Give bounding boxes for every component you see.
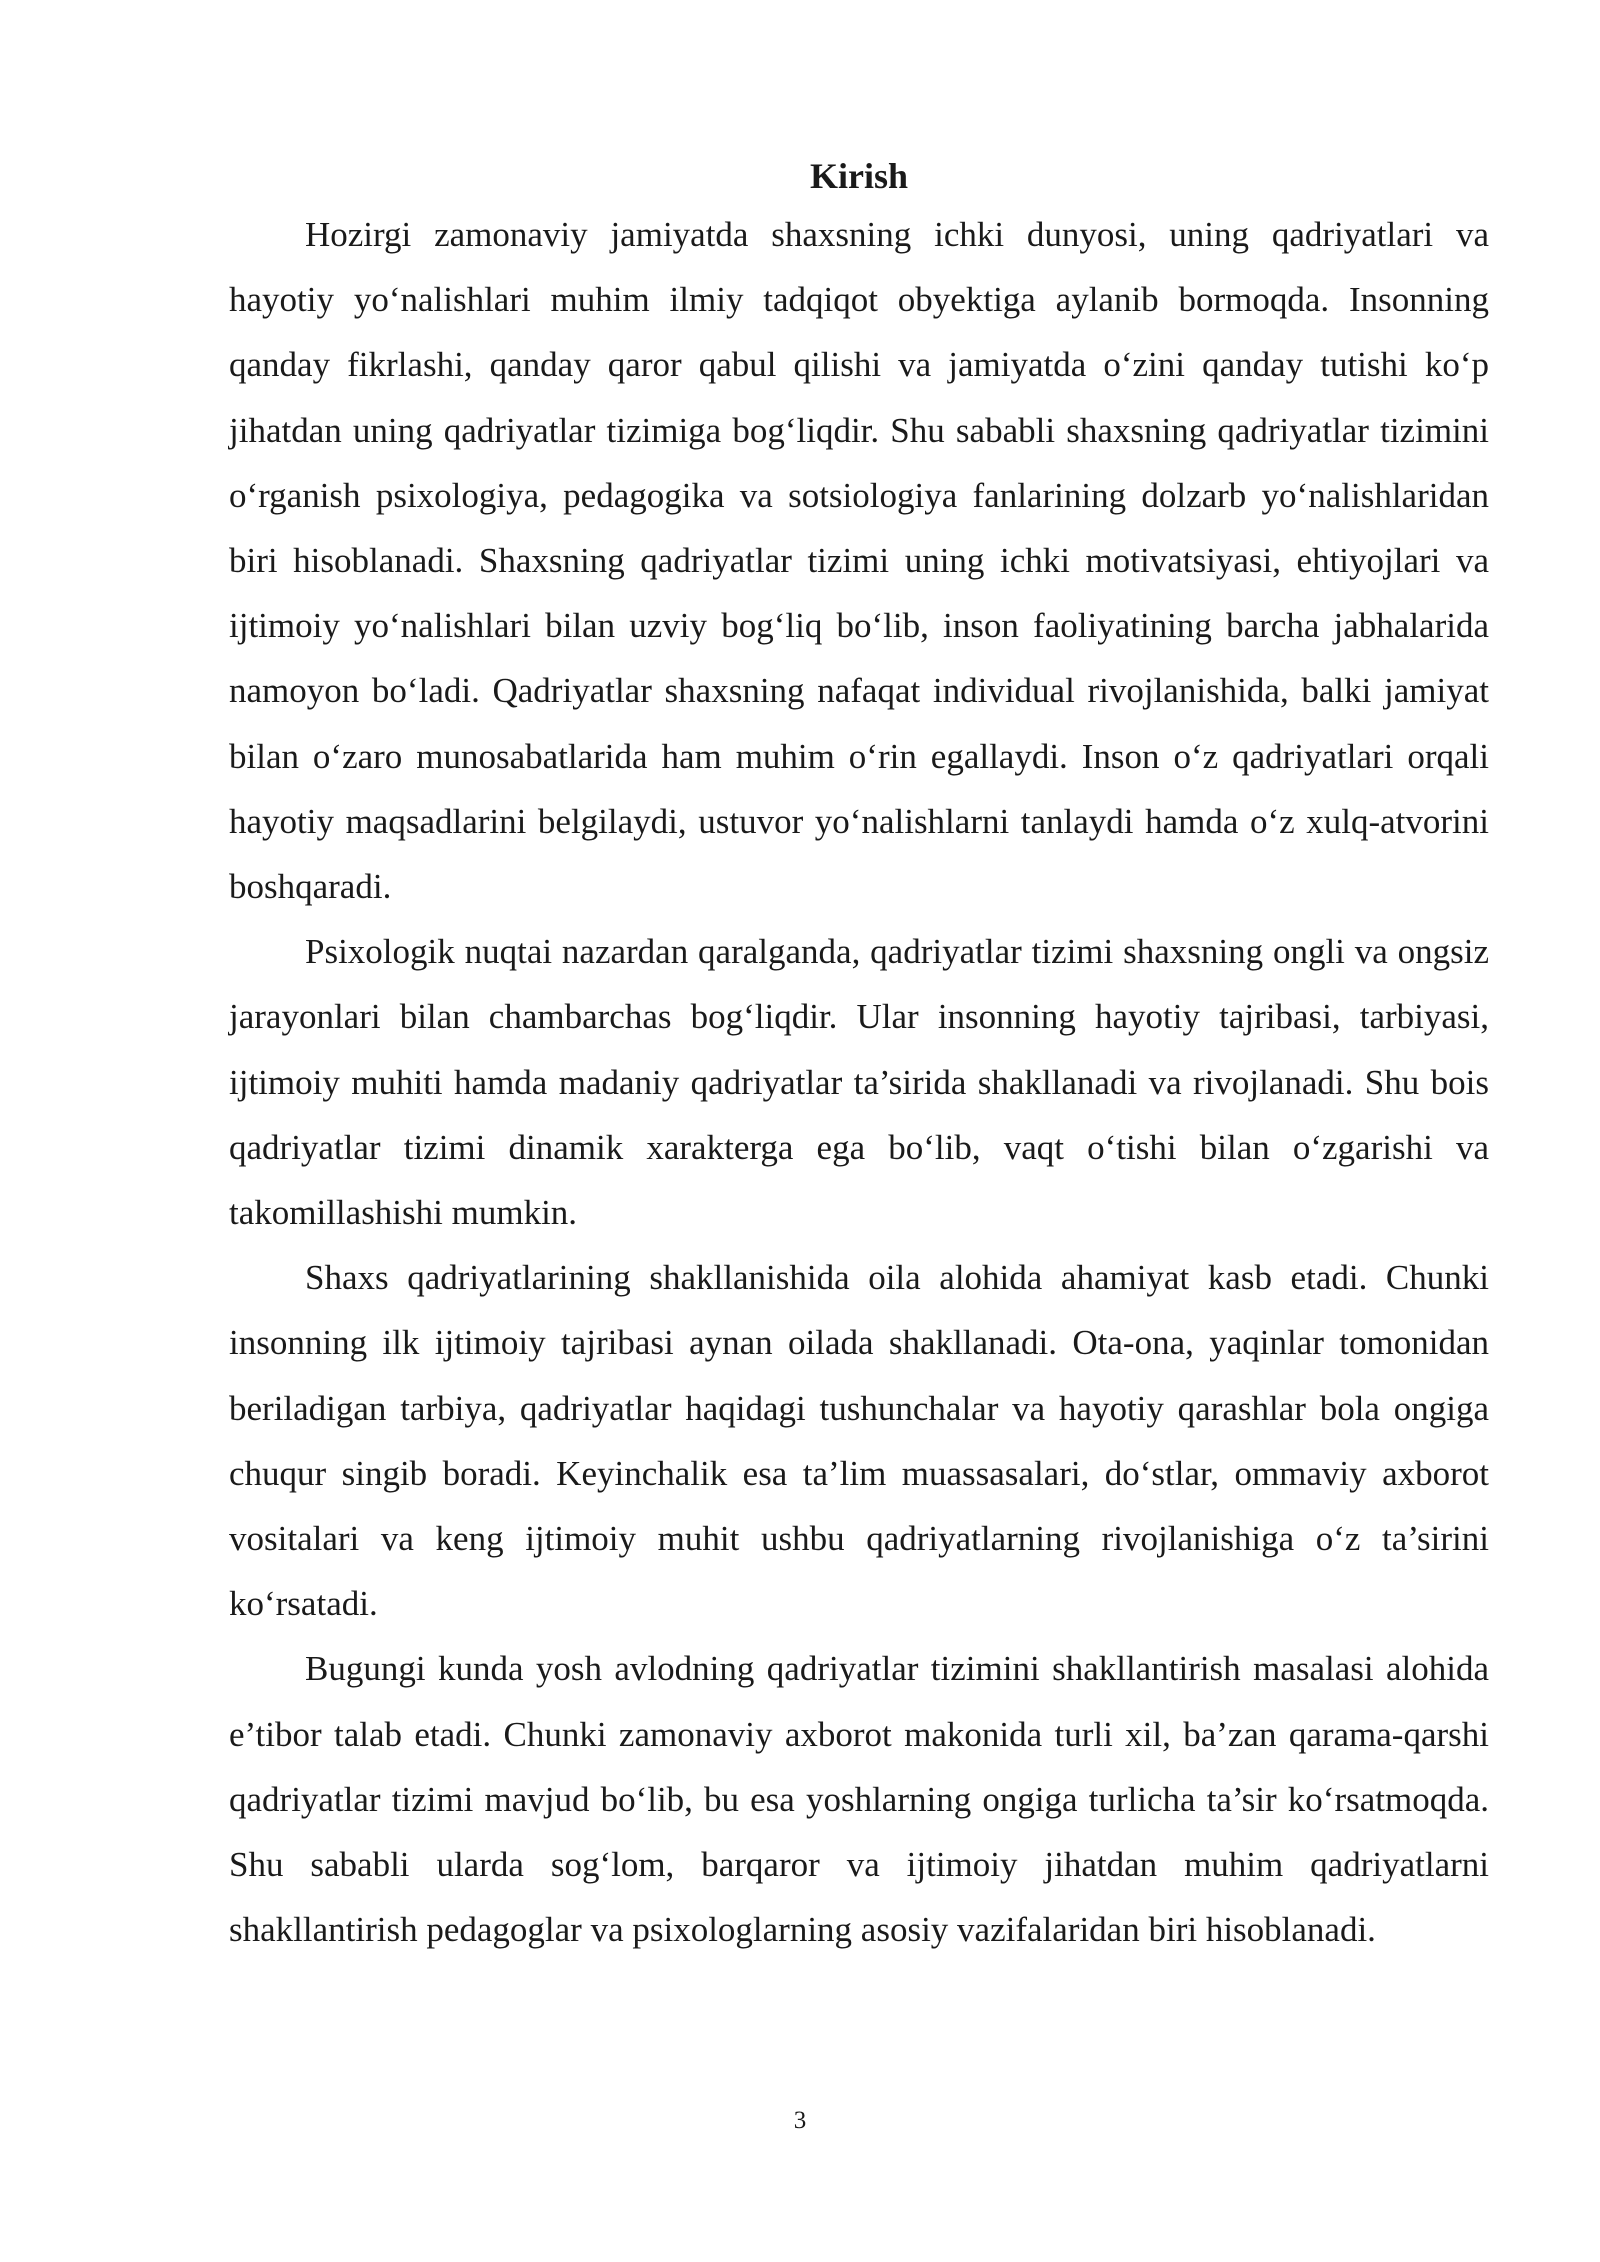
page-number: 3: [793, 2107, 807, 2134]
paragraph-3: Shaxs qadriyatlarining shakllanishida oila alohida ahamiyat kasb etadi. Chunki insonning ilk ijtimoiy tajribasi aynan oilada shakllanadi. Ota-ona, yaqinlar tomonidan beriladigan tarbiya, qadriyatlar haqidagi tushunchalar va hayotiy qarashlar bola ongiga chuqur singib boradi. Keyinchalik esa ta’lim muassasalari, do‘stlar, ommaviy axborot vositalari va keng ijtimoiy muhit ushbu qadriyatlarning rivojlanishiga o‘z ta’sirini ko‘rsatadi.: [229, 1258, 1489, 1624]
paragraph-2: Psixologik nuqtai nazardan qaralganda, qadriyatlar tizimi shaxsning ongli va ongsiz jarayonlari bilan chambarchas bog‘liqdir. Ular insonning hayotiy tajribasi, tarbiyasi, ijtimoiy muhiti hamda madaniy qadriyatlar ta’sirida shakllanadi va rivojlanadi. Shu bois qadriyatlar tizimi dinamik xarakterga ega bo‘lib, vaqt o‘tishi bilan o‘zgarishi va takomillashishi mumkin.: [229, 932, 1489, 1233]
page-content: [229, 150, 1489, 1962]
paragraph-1: Hozirgi zamonaviy jamiyatda shaxsning ichki dunyosi, uning qadriyatlari va hayotiy yo‘nalishlari muhim ilmiy tadqiqot obyektiga aylanib bormoqda. Insonning qanday fikrlashi, qanday qaror qabul qilishi va jamiyatda o‘zini qanday tutishi ko‘p jihatdan uning qadriyatlar tizimiga bog‘liqdir. Shu sababli shaxsning qadriyatlar tizimini o‘rganish psixologiya, pedagogika va sotsiologiya fanlarining dolzarb yo‘nalishlaridan biri hisoblanadi. Shaxsning qadriyatlar tizimi uning ichki motivatsiyasi, ehtiyojlari va ijtimoiy yo‘nalishlari bilan uzviy bog‘liq bo‘lib, inson faoliyatining barcha jabhalarida namoyon bo‘ladi. Qadriyatlar shaxsning nafaqat individual rivojlanishida, balki jamiyat bilan o‘zaro munosabatlarida ham muhim o‘rin egallaydi. Inson o‘z qadriyatlari orqali hayotiy maqsadlarini belgilaydi, ustuvor yo‘nalishlarni tanlaydi hamda o‘z xulq-atvorini boshqaradi.: [229, 215, 1489, 907]
section-title: Kirish: [809, 156, 908, 196]
paragraph-4: Bugungi kunda yosh avlodning qadriyatlar tizimini shakllantirish masalasi alohida e’tibor talab etadi. Chunki zamonaviy axborot makonida turli xil, ba’zan qarama-qarshi qadriyatlar tizimi mavjud bo‘lib, bu esa yoshlarning ongiga turlicha ta’sir ko‘rsatmoqda. Shu sababli ularda sog‘lom, barqaror va ijtimoiy jihatdan muhim qadriyatlarni shakllantirish pedagoglar va psixologlarning asosiy vazifalaridan biri hisoblanadi.: [229, 1649, 1489, 1950]
